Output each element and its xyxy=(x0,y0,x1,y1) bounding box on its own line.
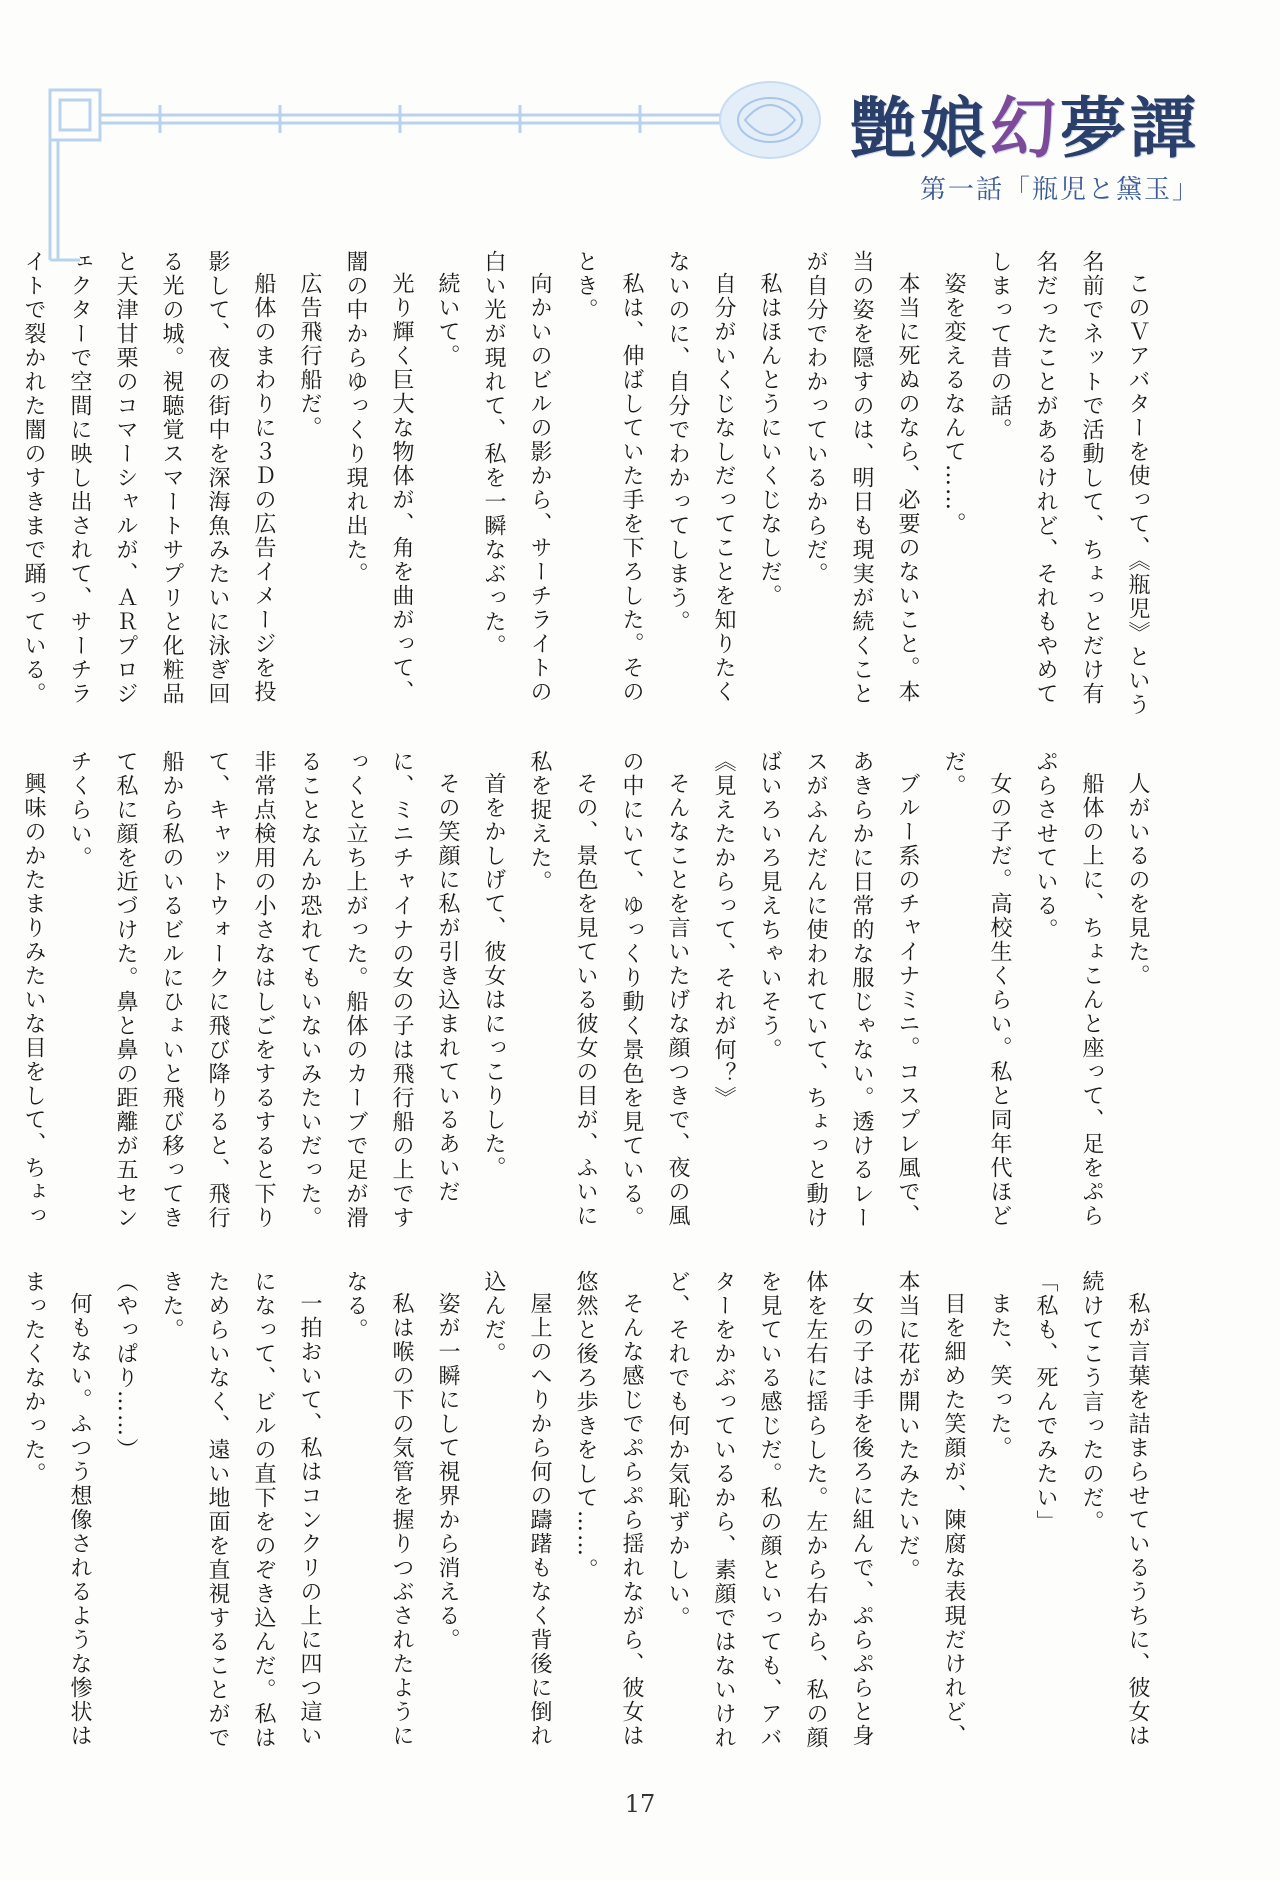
body-tier-2 xyxy=(21,750,1160,1240)
title-block xyxy=(780,89,1200,205)
paragraph: 屋上のへりから何の躊躇もなく背後に倒れ込んだ。 xyxy=(481,1270,552,1748)
paragraph: 人がいるのを見た。 xyxy=(1125,772,1150,988)
series-title-part2: 夢譚 xyxy=(1060,89,1200,167)
page-number: 17 xyxy=(624,1790,656,1818)
body-tier-3 xyxy=(21,1270,1160,1750)
header-ornament-icon xyxy=(40,60,840,280)
paragraph: 私は、伸ばしていた手を下ろした。そのとき。 xyxy=(573,250,644,704)
body-tier-1 xyxy=(21,250,1160,720)
paragraph: 何もない。ふつう想像されるような惨状はまったくなかった。 xyxy=(21,1270,92,1748)
paragraph: また、笑った。 xyxy=(987,1292,1012,1460)
paragraph: その、景色を見ている彼女の目が、ふいに私を捉えた。 xyxy=(527,750,598,1228)
paragraph: 「私も、死んでみたい」 xyxy=(1033,1270,1058,1534)
series-title-part1: 艶娘 xyxy=(850,89,990,167)
paragraph: このＶアバターを使って、《瓶児》という名前でネットで活動して、ちょっとだけ有名だったことがあるけれど、それもやめてしまって昔の話。 xyxy=(987,250,1150,717)
paragraph: 私は喉の下の気管を握りつぶされたようになる。 xyxy=(343,1270,414,1748)
paragraph: 私が言葉を詰まらせているうちに、彼女は続けてこう言ったのだ。 xyxy=(1079,1270,1150,1748)
paragraph: 目を細めた笑顔が、陳腐な表現だけれど、本当に花が開いたみたいだ。 xyxy=(895,1270,966,1748)
paragraph: 私はほんとうにいくじなしだ。 xyxy=(757,272,782,608)
paragraph: 姿を変えるなんて……。 xyxy=(941,272,966,536)
paragraph: （やっぱり……） xyxy=(113,1270,138,1462)
paragraph: そんな感じでぷらぷら揺れながら、彼女は悠然と後ろ歩きをして……。 xyxy=(573,1270,644,1748)
paragraph: 興味のかたまりみたいな目をして、ちょっ xyxy=(21,772,46,1228)
paragraph: 船体のまわりに３Ｄの広告イメージを投影して、夜の街中を深海魚みたいに泳ぎ回る光の城。視聴覚スマートサプリと化粧品と天津甘栗のコマーシャルが、ＡＲプロジェクターで空間に映し出されて、サーチライトで裂かれた闇のすきまで踊っている。 xyxy=(21,250,276,706)
paragraph: 女の子だ。高校生くらい。私と同年代ほどだ。 xyxy=(941,750,1012,1228)
paragraph: 自分がいくじなしだってことを知りたくないのに、自分でわかってしまう。 xyxy=(665,250,736,704)
paragraph: 首をかしげて、彼女はにっこりした。 xyxy=(481,772,506,1180)
paragraph: 続いて。 xyxy=(435,272,460,368)
series-title xyxy=(780,89,1200,167)
paragraph: 本当に死ぬのなら、必要のないこと。本当の姿を隠すのは、明日も現実が続くことが自分でわかっているからだ。 xyxy=(803,250,920,706)
paragraph: 向かいのビルの影から、サーチライトの白い光が現れて、私を一瞬なぶった。 xyxy=(481,250,552,704)
paragraph: 一拍おいて、私はコンクリの上に四つ這いになって、ビルの直下をのぞき込んだ。私はためらいなく、遠い地面を直視することができた。 xyxy=(159,1270,322,1750)
paragraph: 船体の上に、ちょこんと座って、足をぷらぷらさせている。 xyxy=(1033,750,1104,1228)
paragraph: ブルー系のチャイナミニ。コスプレ風で、あきらかに日常的な服じゃない。透けるレースがふんだんに使われていて、ちょっと動けばいろいろ見えちゃいそう。 xyxy=(757,750,920,1230)
paragraph: そんなことを言いたげな顔つきで、夜の風の中にいて、ゆっくり動く景色を見ている。 xyxy=(619,750,690,1230)
paragraph: 女の子は手を後ろに組んで、ぷらぷらと身体を左右に揺らした。左から右から、私の顔を見ている感じだ。私の顔といっても、アバターをかぶっているから、素顔ではないけれど、それでも何か気恥ずかしい。 xyxy=(665,1270,874,1750)
series-title-accent: 幻 xyxy=(990,89,1060,167)
paragraph xyxy=(0,1270,10,1750)
paragraph: 光り輝く巨大な物体が、角を曲がって、闇の中からゆっくり現れ出た。 xyxy=(343,250,414,704)
paragraph: 《見えたからって、それが何？》 xyxy=(711,750,736,1110)
paragraph: その笑顔に私が引き込まれているあいだに、ミニチャイナの女の子は飛行船の上ですっくと立ち上がった。船体のカーブで足が滑ることなんか恐れてもいないみたいだった。非常点検用の小さなはしごをするすると下りて、キャットウォークに飛び降りると、飛行船から私のいるビルにひょいと飛び移ってきて私に顔を近づけた。鼻と鼻の距離が五センチくらい。 xyxy=(67,750,460,1230)
paragraph: 広告飛行船だ。 xyxy=(297,272,322,440)
episode-title: 第一話「瓶児と黛玉」 xyxy=(919,175,1200,205)
paragraph: 姿が一瞬にして視界から消える。 xyxy=(435,1292,460,1652)
